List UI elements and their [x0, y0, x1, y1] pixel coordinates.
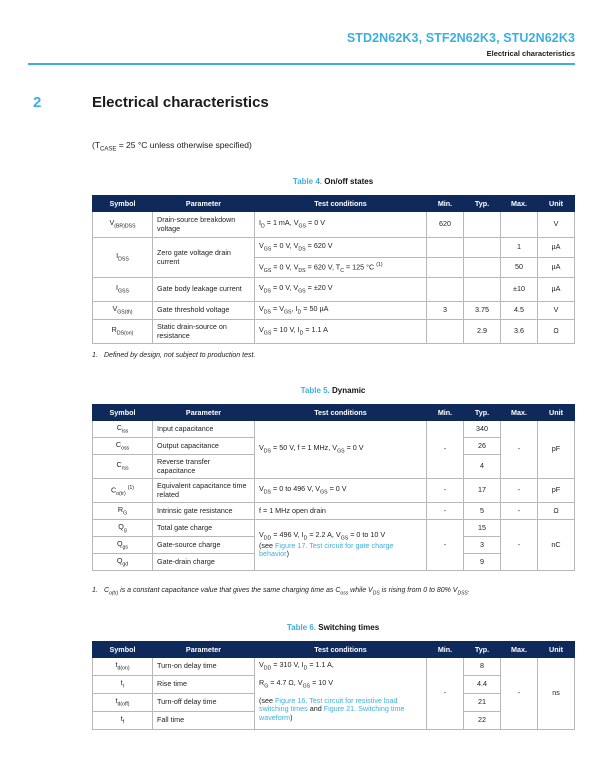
parameter-cell: Static drain-source on resistance [153, 320, 255, 344]
symbol-cell: $C_{rss}$ [93, 455, 153, 479]
max-cell: 1 [501, 238, 538, 258]
condition-cell: $V_{DD} = 496$ V, $I_D = 2.2$ A, $V_{GS} = 0$ to 10 V (see Figure 17. Test circuit for gate charge behavior) [255, 520, 427, 571]
table-on-off-states [92, 195, 575, 344]
max-cell: - [501, 520, 538, 571]
unit-cell: pF [538, 421, 575, 479]
typ-cell: 340 [464, 421, 501, 438]
typ-cell: 4 [464, 455, 501, 479]
unit-cell: V [538, 212, 575, 238]
parameter-cell: Equivalent capacitance time related [153, 479, 255, 503]
symbol-cell: $t_f$ [93, 712, 153, 730]
min-cell: 3 [427, 302, 464, 320]
symbol-cell: $Q_{gs}$ [93, 537, 153, 554]
parameter-cell: Output capacitance [153, 438, 255, 455]
condition-cell: $V_{DS} = V_{GS}$, $I_D = 50$ µA [255, 302, 427, 320]
table-row [93, 658, 575, 676]
symbol-cell: $R_{DS(on)}$ [93, 320, 153, 344]
table4-caption: Table 4. On/off states [292, 177, 374, 186]
section-number: 2 [33, 94, 42, 111]
table-header-row: Symbol Parameter Test conditions Min. Typ. Max. Unit [93, 196, 575, 212]
parameter-cell: Rise time [153, 676, 255, 694]
symbol-cell: $t_{d(on)}$ [93, 658, 153, 676]
min-cell: - [427, 421, 464, 479]
typ-cell: 2.9 [464, 320, 501, 344]
condition-cell: f = 1 MHz open drain [255, 503, 427, 520]
table-row [93, 503, 575, 520]
max-cell [501, 212, 538, 238]
symbol-cell: $C_{oss}$ [93, 438, 153, 455]
min-cell [427, 238, 464, 258]
typ-cell: 8 [464, 658, 501, 676]
min-cell: - [427, 503, 464, 520]
symbol-cell: $Q_g$ [93, 520, 153, 537]
parameter-cell: Gate threshold voltage [153, 302, 255, 320]
table4-footnote: 1. Defined by design, not subject to production test. [92, 352, 256, 359]
parameter-cell: Fall time [153, 712, 255, 730]
header-section-label: Electrical characteristics [486, 49, 575, 58]
table6-caption: Table 6. Switching times [286, 623, 380, 632]
parameter-cell: Gate body leakage current [153, 278, 255, 302]
typ-cell [464, 258, 501, 278]
min-cell: - [427, 658, 464, 730]
symbol-cell: $C_{o(tr)}$ $^{(1)}$ [93, 479, 153, 503]
max-cell: 50 [501, 258, 538, 278]
table-switching-times [92, 641, 575, 730]
typ-cell: 22 [464, 712, 501, 730]
min-cell [427, 258, 464, 278]
table-header-row: Symbol Parameter Test conditions Min. Typ. Max. Unit [93, 642, 575, 658]
condition-cell: $V_{GS} = 10$ V, $I_D = 1.1$ A [255, 320, 427, 344]
figure21-link[interactable]: Figure 21. Switching time waveform [259, 704, 405, 722]
table-row [93, 302, 575, 320]
table-row [93, 421, 575, 438]
parameter-cell: Gate-source charge [153, 537, 255, 554]
min-cell [427, 278, 464, 302]
condition-cell: $V_{GS} = 0$ V, $V_{DS} = 620$ V, $T_C = 125$ °C $^{(1)}$ [255, 258, 427, 278]
max-cell: 4.5 [501, 302, 538, 320]
parameter-cell: Gate-drain charge [153, 554, 255, 571]
symbol-cell: $I_{DSS}$ [93, 238, 153, 278]
typ-cell: 15 [464, 520, 501, 537]
min-cell: 620 [427, 212, 464, 238]
parameter-cell: Turn-off delay time [153, 694, 255, 712]
typ-cell: 3 [464, 537, 501, 554]
typ-cell: 26 [464, 438, 501, 455]
symbol-cell: $t_r$ [93, 676, 153, 694]
max-cell: - [501, 658, 538, 730]
section-title: Electrical characteristics [92, 94, 269, 111]
parameter-cell: Input capacitance [153, 421, 255, 438]
min-cell: - [427, 520, 464, 571]
unit-cell: V [538, 302, 575, 320]
symbol-cell: $R_G$ [93, 503, 153, 520]
symbol-cell: $C_{iss}$ [93, 421, 153, 438]
figure17-link[interactable]: Figure 17. Test circuit for gate charge behavior [259, 540, 394, 559]
min-cell [427, 320, 464, 344]
min-cell: - [427, 479, 464, 503]
parameter-cell: Intrinsic gate resistance [153, 503, 255, 520]
typ-cell [464, 212, 501, 238]
unit-cell: µA [538, 278, 575, 302]
parameter-cell: Total gate charge [153, 520, 255, 537]
condition-cell: $V_{DS} = 50$ V, f = 1 MHz, $V_{GS} = 0$ V [255, 421, 427, 479]
condition-cell: $V_{GS} = 0$ V, $V_{DS} = 620$ V [255, 238, 427, 258]
symbol-cell: $t_{d(off)}$ [93, 694, 153, 712]
parameter-cell: Zero gate voltage drain current [153, 238, 255, 278]
document-part-numbers: STD2N62K3, STF2N62K3, STU2N62K3 [346, 31, 575, 45]
table5-footnote: 1. $C_{o(tr)}$ is a constant capacitance value that gives the same charging time as $C_{oss}$ while $V_{DS}$ is rising from 0 to 80% $V_{DSS}$. [92, 587, 470, 597]
unit-cell: Ω [538, 503, 575, 520]
table-row [93, 479, 575, 503]
typ-cell: 9 [464, 554, 501, 571]
unit-cell: nC [538, 520, 575, 571]
table-row [93, 238, 575, 258]
test-conditions-note: ($T_{CASE} = 25$ °C unless otherwise specified) [92, 140, 252, 153]
condition-cell: $V_{DS} = 0$ to 496 V, $V_{GS} = 0$ V [255, 479, 427, 503]
unit-cell: Ω [538, 320, 575, 344]
max-cell: - [501, 421, 538, 479]
typ-cell: 5 [464, 503, 501, 520]
typ-cell: 21 [464, 694, 501, 712]
typ-cell [464, 238, 501, 258]
max-cell: - [501, 479, 538, 503]
parameter-cell: Reverse transfer capacitance [153, 455, 255, 479]
typ-cell: 3.75 [464, 302, 501, 320]
unit-cell: µA [538, 238, 575, 258]
figure16-link[interactable]: Figure 16. Test circuit for resistive load switching times [259, 696, 398, 714]
condition-cell: $V_{DS} = 0$ V, $V_{GS} = \pm 20$ V [255, 278, 427, 302]
unit-cell: ns [538, 658, 575, 730]
table-row [93, 278, 575, 302]
max-cell: 3.6 [501, 320, 538, 344]
symbol-cell: $V_{(BR)DSS}$ [93, 212, 153, 238]
table5-caption: Table 5. Dynamic [300, 386, 366, 395]
symbol-cell: $I_{GSS}$ [93, 278, 153, 302]
typ-cell [464, 278, 501, 302]
condition-cell: $I_D = 1$ mA, $V_{GS} = 0$ V [255, 212, 427, 238]
table-row [93, 212, 575, 238]
typ-cell: 17 [464, 479, 501, 503]
condition-cell: $V_{DD} = 310$ V, $I_D = 1.1$ A, $R_G = 4.7$ Ω, $V_{GS} = 10$ V (see Figure 16. Test circuit for resistive load switching times and Figure 21. Switching time waveform) [255, 658, 427, 730]
unit-cell: pF [538, 479, 575, 503]
parameter-cell: Turn-on delay time [153, 658, 255, 676]
unit-cell: µA [538, 258, 575, 278]
table-row [93, 320, 575, 344]
symbol-cell: $Q_{gd}$ [93, 554, 153, 571]
typ-cell: 4.4 [464, 676, 501, 694]
max-cell: ±10 [501, 278, 538, 302]
max-cell: - [501, 503, 538, 520]
parameter-cell: Drain-source breakdown voltage [153, 212, 255, 238]
table-dynamic [92, 404, 575, 571]
header-divider [28, 63, 575, 65]
table-row [93, 520, 575, 537]
symbol-cell: $V_{GS(th)}$ [93, 302, 153, 320]
table-header-row: Symbol Parameter Test conditions Min. Typ. Max. Unit [93, 405, 575, 421]
